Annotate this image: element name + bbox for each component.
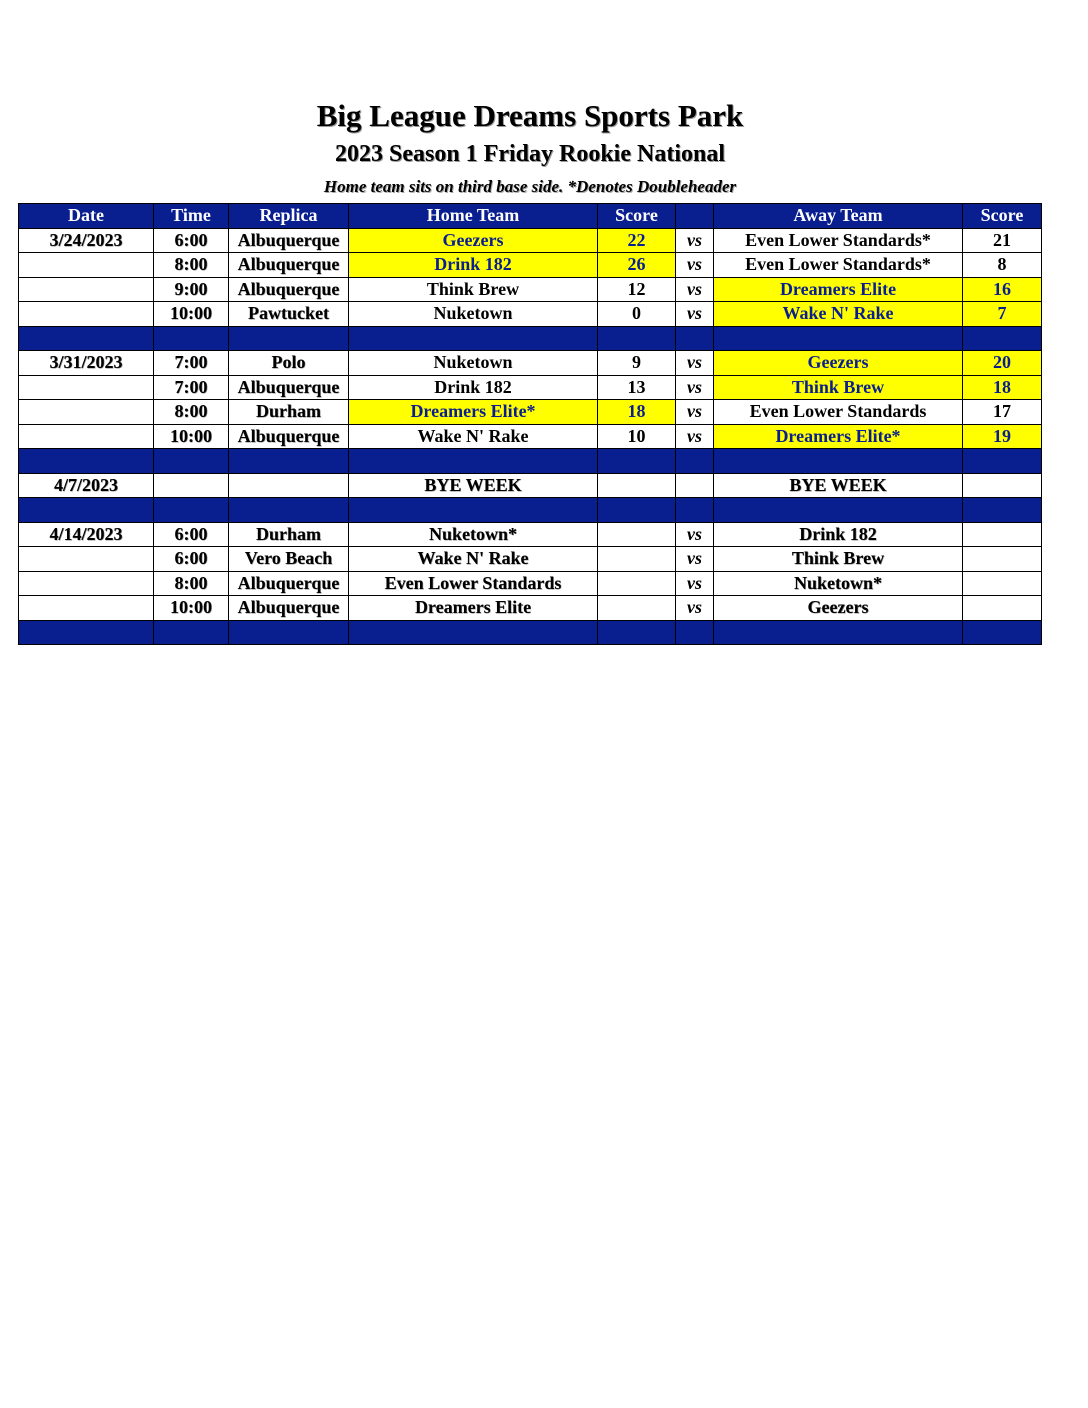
date-cell <box>19 277 154 302</box>
vs-cell: vs <box>676 302 714 327</box>
away-team-cell: Even Lower Standards* <box>714 253 963 278</box>
home-team-cell: Nuketown <box>349 351 598 376</box>
separator-cell <box>963 498 1042 523</box>
vs-cell: vs <box>676 596 714 621</box>
separator-cell <box>963 449 1042 474</box>
replica-cell: Albuquerque <box>229 277 349 302</box>
separator-cell <box>598 326 676 351</box>
date-cell: 3/31/2023 <box>19 351 154 376</box>
separator-cell <box>229 620 349 645</box>
date-cell <box>19 253 154 278</box>
home-score-cell <box>598 571 676 596</box>
time-cell: 10:00 <box>154 424 229 449</box>
separator-cell <box>676 620 714 645</box>
game-row <box>19 277 1042 302</box>
away-score-cell: 19 <box>963 424 1042 449</box>
game-row <box>19 375 1042 400</box>
away-team-cell: Geezers <box>714 351 963 376</box>
vs-cell: vs <box>676 277 714 302</box>
home-team-cell: Dreamers Elite <box>349 596 598 621</box>
vs-cell: vs <box>676 253 714 278</box>
game-row <box>19 424 1042 449</box>
week-separator-row <box>19 498 1042 523</box>
separator-cell <box>598 498 676 523</box>
time-cell: 6:00 <box>154 522 229 547</box>
home-score-cell <box>598 547 676 572</box>
away-team-cell: Wake N' Rake <box>714 302 963 327</box>
away-score-cell: 20 <box>963 351 1042 376</box>
time-cell: 7:00 <box>154 375 229 400</box>
time-cell: 10:00 <box>154 596 229 621</box>
week-separator-row <box>19 620 1042 645</box>
game-row <box>19 228 1042 253</box>
away-score-cell <box>963 596 1042 621</box>
separator-cell <box>714 498 963 523</box>
replica-cell: Albuquerque <box>229 228 349 253</box>
home-score-cell: 26 <box>598 253 676 278</box>
separator-cell <box>676 449 714 474</box>
away-team-cell: Even Lower Standards <box>714 400 963 425</box>
game-row <box>19 571 1042 596</box>
vs-cell: vs <box>676 375 714 400</box>
replica-cell: Polo <box>229 351 349 376</box>
week-separator-row <box>19 326 1042 351</box>
date-cell <box>19 571 154 596</box>
separator-cell <box>598 449 676 474</box>
vs-cell <box>676 473 714 498</box>
time-cell: 8:00 <box>154 571 229 596</box>
away-score-cell <box>963 473 1042 498</box>
home-team-cell: Wake N' Rake <box>349 547 598 572</box>
replica-cell: Albuquerque <box>229 596 349 621</box>
game-row <box>19 253 1042 278</box>
vs-cell: vs <box>676 424 714 449</box>
date-cell <box>19 424 154 449</box>
away-score-cell: 21 <box>963 228 1042 253</box>
time-cell: 8:00 <box>154 253 229 278</box>
date-cell <box>19 375 154 400</box>
vs-cell: vs <box>676 547 714 572</box>
time-cell: 8:00 <box>154 400 229 425</box>
away-team-cell: Geezers <box>714 596 963 621</box>
col-header-replica: Replica <box>229 204 349 229</box>
home-score-cell: 12 <box>598 277 676 302</box>
date-cell <box>19 596 154 621</box>
separator-cell <box>349 326 598 351</box>
home-team-cell: BYE WEEK <box>349 473 598 498</box>
home-score-cell: 22 <box>598 228 676 253</box>
away-team-cell: Think Brew <box>714 375 963 400</box>
away-team-cell: Think Brew <box>714 547 963 572</box>
date-cell <box>19 400 154 425</box>
header-row <box>19 204 1042 229</box>
home-team-cell: Wake N' Rake <box>349 424 598 449</box>
vs-cell: vs <box>676 522 714 547</box>
separator-cell <box>19 449 154 474</box>
separator-cell <box>154 498 229 523</box>
time-cell: 6:00 <box>154 228 229 253</box>
replica-cell: Albuquerque <box>229 424 349 449</box>
away-team-cell: Even Lower Standards* <box>714 228 963 253</box>
home-team-cell: Nuketown <box>349 302 598 327</box>
replica-cell: Albuquerque <box>229 253 349 278</box>
separator-cell <box>229 498 349 523</box>
home-score-cell: 18 <box>598 400 676 425</box>
away-score-cell <box>963 522 1042 547</box>
replica-cell <box>229 473 349 498</box>
time-cell: 7:00 <box>154 351 229 376</box>
home-team-cell: Drink 182 <box>349 253 598 278</box>
home-team-cell: Geezers <box>349 228 598 253</box>
replica-cell: Albuquerque <box>229 375 349 400</box>
separator-cell <box>19 326 154 351</box>
home-team-cell: Drink 182 <box>349 375 598 400</box>
separator-cell <box>676 498 714 523</box>
separator-cell <box>349 498 598 523</box>
separator-cell <box>349 449 598 474</box>
page-subtitle: 2023 Season 1 Friday Rookie National <box>334 141 726 167</box>
away-score-cell <box>963 547 1042 572</box>
time-cell: 6:00 <box>154 547 229 572</box>
separator-cell <box>598 620 676 645</box>
away-score-cell: 16 <box>963 277 1042 302</box>
vs-cell: vs <box>676 228 714 253</box>
schedule-note: Home team sits on third base side. *Denotes Doubleheader <box>323 177 737 196</box>
separator-cell <box>963 326 1042 351</box>
replica-cell: Pawtucket <box>229 302 349 327</box>
separator-cell <box>714 326 963 351</box>
separator-cell <box>229 326 349 351</box>
away-score-cell <box>963 571 1042 596</box>
vs-cell: vs <box>676 571 714 596</box>
home-team-cell: Nuketown* <box>349 522 598 547</box>
game-row <box>19 547 1042 572</box>
away-team-cell: BYE WEEK <box>714 473 963 498</box>
separator-cell <box>349 620 598 645</box>
separator-cell <box>19 498 154 523</box>
time-cell <box>154 473 229 498</box>
date-cell: 3/24/2023 <box>19 228 154 253</box>
game-row <box>19 596 1042 621</box>
week-separator-row <box>19 449 1042 474</box>
away-score-cell: 17 <box>963 400 1042 425</box>
home-team-cell: Dreamers Elite* <box>349 400 598 425</box>
separator-cell <box>19 620 154 645</box>
game-row <box>19 302 1042 327</box>
home-score-cell <box>598 522 676 547</box>
away-score-cell: 18 <box>963 375 1042 400</box>
separator-cell <box>154 326 229 351</box>
home-team-cell: Even Lower Standards <box>349 571 598 596</box>
col-header-date: Date <box>19 204 154 229</box>
separator-cell <box>714 620 963 645</box>
away-score-cell: 8 <box>963 253 1042 278</box>
separator-cell <box>229 449 349 474</box>
separator-cell <box>154 449 229 474</box>
away-team-cell: Drink 182 <box>714 522 963 547</box>
home-score-cell: 10 <box>598 424 676 449</box>
schedule-table <box>18 203 1042 645</box>
col-header-vs <box>676 204 714 229</box>
replica-cell: Albuquerque <box>229 571 349 596</box>
vs-cell: vs <box>676 351 714 376</box>
date-cell <box>19 302 154 327</box>
away-score-cell: 7 <box>963 302 1042 327</box>
game-row <box>19 400 1042 425</box>
time-cell: 9:00 <box>154 277 229 302</box>
separator-cell <box>676 326 714 351</box>
away-team-cell: Nuketown* <box>714 571 963 596</box>
col-header-home-score: Score <box>598 204 676 229</box>
date-cell: 4/14/2023 <box>19 522 154 547</box>
separator-cell <box>963 620 1042 645</box>
replica-cell: Vero Beach <box>229 547 349 572</box>
home-score-cell <box>598 473 676 498</box>
separator-cell <box>154 620 229 645</box>
home-score-cell: 0 <box>598 302 676 327</box>
date-cell <box>19 547 154 572</box>
time-cell: 10:00 <box>154 302 229 327</box>
home-score-cell: 13 <box>598 375 676 400</box>
col-header-away-team: Away Team <box>714 204 963 229</box>
col-header-away-score: Score <box>963 204 1042 229</box>
home-score-cell: 9 <box>598 351 676 376</box>
replica-cell: Durham <box>229 400 349 425</box>
page-title: Big League Dreams Sports Park <box>316 98 744 133</box>
home-score-cell <box>598 596 676 621</box>
away-team-cell: Dreamers Elite* <box>714 424 963 449</box>
replica-cell: Durham <box>229 522 349 547</box>
date-cell: 4/7/2023 <box>19 473 154 498</box>
col-header-home-team: Home Team <box>349 204 598 229</box>
home-team-cell: Think Brew <box>349 277 598 302</box>
col-header-time: Time <box>154 204 229 229</box>
game-row <box>19 522 1042 547</box>
schedule-body <box>19 228 1042 645</box>
vs-cell: vs <box>676 400 714 425</box>
away-team-cell: Dreamers Elite <box>714 277 963 302</box>
separator-cell <box>714 449 963 474</box>
game-row <box>19 351 1042 376</box>
game-row <box>19 473 1042 498</box>
